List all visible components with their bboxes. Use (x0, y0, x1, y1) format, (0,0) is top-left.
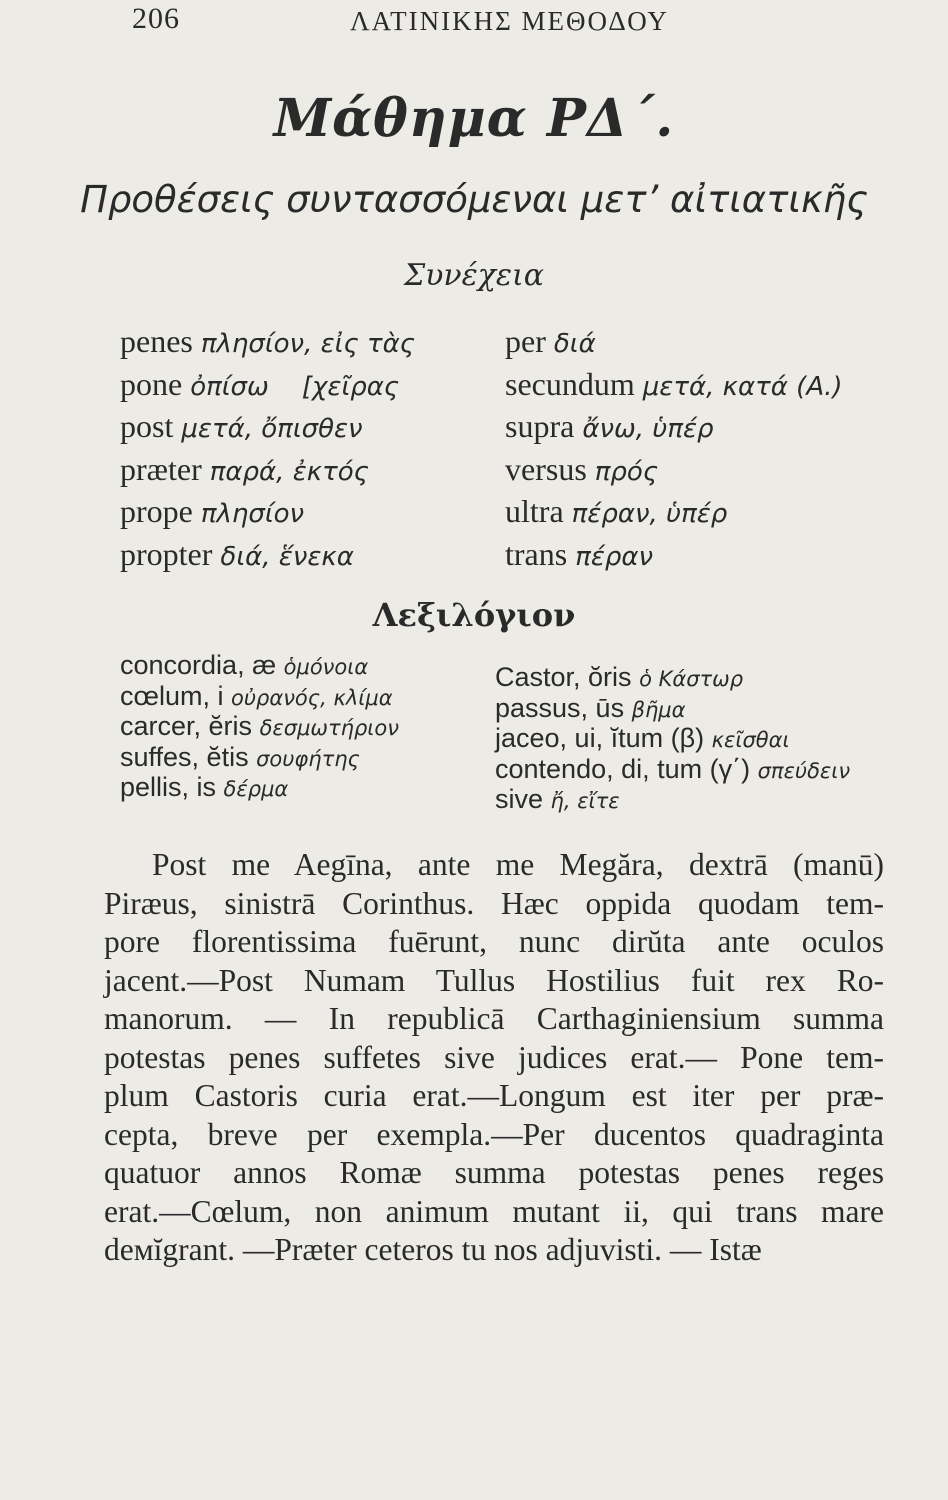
paragraph-line: pore florentissima fuērunt, nunc dirŭta ante oculos (104, 924, 884, 959)
vocabulary-entry: suffes, ĕtis σουφήτης (120, 741, 360, 772)
preposition-entry: propter διά, ἕνεκα (120, 535, 354, 572)
paragraph-line: dемĭgrant. —Præter ceteros tu nos adjuvisti. — Istæ (104, 1232, 762, 1267)
paragraph-line: Post me Aegīna, ante me Megăra, dextrā (manū) (152, 847, 884, 882)
page-header (0, 2, 948, 42)
page-number: 206 (132, 2, 180, 35)
section-heading-continuation: Συνέχεια (403, 258, 545, 293)
lesson-subtitle: Προθέσεις συντασσόμεναι μετ’ αἰτιατικῆς (80, 178, 868, 221)
preposition-entry: per διά (505, 323, 596, 359)
vocabulary-entry: Castor, ŏris ὁ Κάστωρ (495, 662, 744, 692)
vocabulary-entry: passus, ūs βῆμα (495, 692, 686, 723)
preposition-list-left (120, 320, 415, 575)
paragraph-line: potestas penes suffetes sive judices erat.— Pone tem- (104, 1039, 884, 1075)
vocabulary-entry: contendo, di, tum (γ΄) σπεύδειν (495, 753, 851, 784)
paragraph-line: erat.—Cœlum, non animum mutant ii, qui trans mare (104, 1193, 884, 1229)
vocabulary-entry: carcer, ĕris δεσμωτήριον (120, 711, 399, 741)
vocabulary-list-left (120, 650, 399, 803)
preposition-entry: trans πέραν (505, 535, 654, 572)
paragraph-line: plum Castoris curia erat.—Longum est iter per præ- (104, 1078, 884, 1113)
vocabulary-entry: jaceo, ui, ĭtum (β) κεῖσθαι (495, 723, 790, 753)
preposition-entry: post μετά, ὄπισθεν (120, 408, 363, 444)
exercise-paragraph (104, 846, 884, 1270)
preposition-entry: versus πρός (505, 450, 659, 487)
lesson-title: Μάθημα ΡΔ΄. (273, 88, 675, 149)
section-heading-vocabulary: Λεξιλόγιον (372, 596, 576, 634)
vocabulary-list-right (495, 662, 850, 815)
running-head: ΛΑΤΙΝΙΚΗΣ ΜΕΘΟΔΟΥ (350, 6, 669, 36)
vocabulary-entry: sive ἤ, εἴτε (495, 784, 620, 814)
vocabulary-entry: cœlum, i οὐρανός, κλίμα (120, 680, 393, 711)
paragraph-line: cepta, breve per exempla.—Per ducentos quadraginta (104, 1116, 884, 1152)
paragraph-line: jacent.—Post Numam Tullus Hostilius fuit rex Ro- (104, 962, 884, 998)
preposition-entry: supra ἄνω, ὑπέρ (505, 408, 714, 444)
preposition-entry: præter παρά, ἐκτός (120, 450, 369, 487)
vocabulary-entry: concordia, æ ὁμόνοια (120, 650, 369, 680)
preposition-entry: secundum μετά, κατά (Α.) (505, 365, 843, 402)
vocabulary-entry: pellis, is δέρμα (120, 772, 289, 802)
preposition-entry: ultra πέραν, ὑπέρ (505, 493, 728, 529)
paragraph-line: manorum. — In republicā Carthaginiensium summa (104, 1001, 884, 1036)
preposition-list-right (505, 320, 843, 575)
preposition-entry: prope πλησίον (120, 493, 305, 529)
preposition-entry: pone ὀπίσω [χεῖρας (120, 365, 400, 402)
paragraph-line: Piræus, sinistrā Corinthus. Hæc oppida quodam tem- (104, 885, 884, 921)
paragraph-line: quatuor annos Romæ summa potestas penes reges (104, 1155, 884, 1190)
preposition-entry: penes πλησίον, εἰς τὰς (120, 323, 416, 359)
